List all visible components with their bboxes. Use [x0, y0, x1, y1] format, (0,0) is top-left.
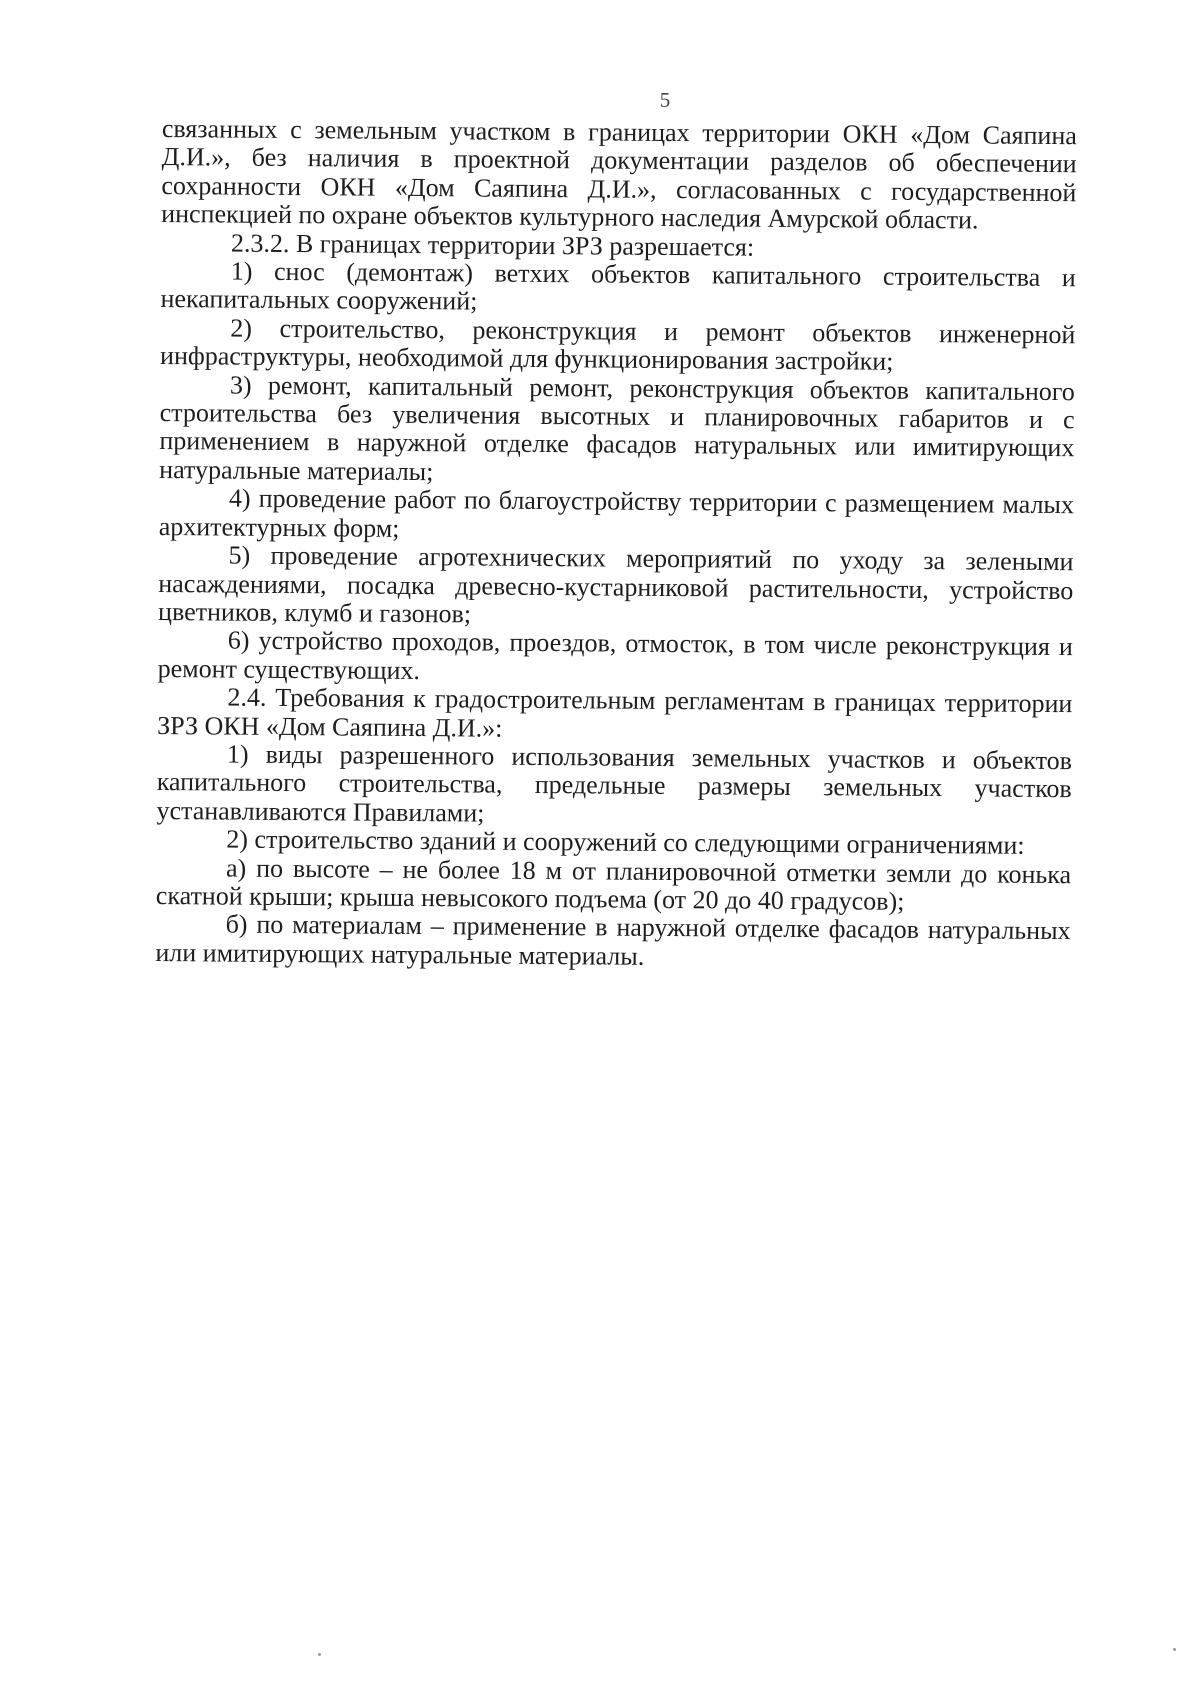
paragraph-section-2-4: 2.4. Требования к градостроительным регламентам в границах территории ЗРЗ ОКН «Дом Саяпина Д.И.»:: [157, 682, 1073, 743]
page-number: 5: [659, 88, 671, 112]
paragraph-continuation: связанных с земельным участком в границах территории ОКН «Дом Саяпина Д.И.», без наличия в проектной документации разделов об обеспечении сохранности ОКН «Дом Саяпина Д.И.», согласованных с государственной инспекцией по охране объектов культурного наследия Амурской области.: [161, 114, 1077, 235]
paragraph-item-5: 5) проведение агротехнических мероприятий по уходу за зелеными насаждениями, посадка древесно-кустарниковой растительности, устройство цветников, клумб и газонов;: [157, 540, 1074, 629]
paragraph-requirement-a: а) по высоте – не более 18 м от планировочной отметки земли до конька скатной крыши; крыша невысокого подъема (от 20 до 40 градусов);: [155, 853, 1072, 916]
scan-speck: [318, 1653, 321, 1656]
scan-speck: [1173, 1648, 1176, 1651]
paragraph-item-4: 4) проведение работ по благоустройству территории с размещением малых архитектурных форм;: [158, 483, 1075, 543]
paragraph-requirement-b: б) по материалам – применение в наружной отделке фасадов натуральных или имитирующих натуральные материалы.: [155, 909, 1071, 971]
paragraph-item-2: 2) строительство, реконструкция и ремонт объектов инженерной инфраструктуры, необходимой для функционирования застройки;: [159, 313, 1076, 377]
paragraph-requirement-2: 2) строительство зданий и сооружений со следующими ограничениями:: [226, 824, 1025, 860]
paragraph-section-2-3-2: 2.3.2. В границах территории ЗРЗ разрешается:: [230, 228, 755, 262]
paragraph-requirement-1: 1) виды разрешенного использования земельных участков и объектов капитального строительства, предельные размеры земельных участков устанавливаются Правилами;: [156, 739, 1073, 828]
paragraph-item-6: 6) устройство проходов, проездов, отмосток, в том числе реконструкция и ремонт существующих.: [157, 625, 1073, 685]
paragraph-item-1: 1) снос (демонтаж) ветхих объектов капитального строительства и некапитальных сооружений;: [160, 256, 1076, 316]
document-body: [155, 115, 1077, 974]
paragraph-item-3: 3) ремонт, капитальный ремонт, реконструкция объектов капитального строительства без увеличения высотных и планировочных габаритов и с применением в наружной отделке фасадов натуральных или имитирующих натуральные материалы;: [159, 370, 1075, 487]
